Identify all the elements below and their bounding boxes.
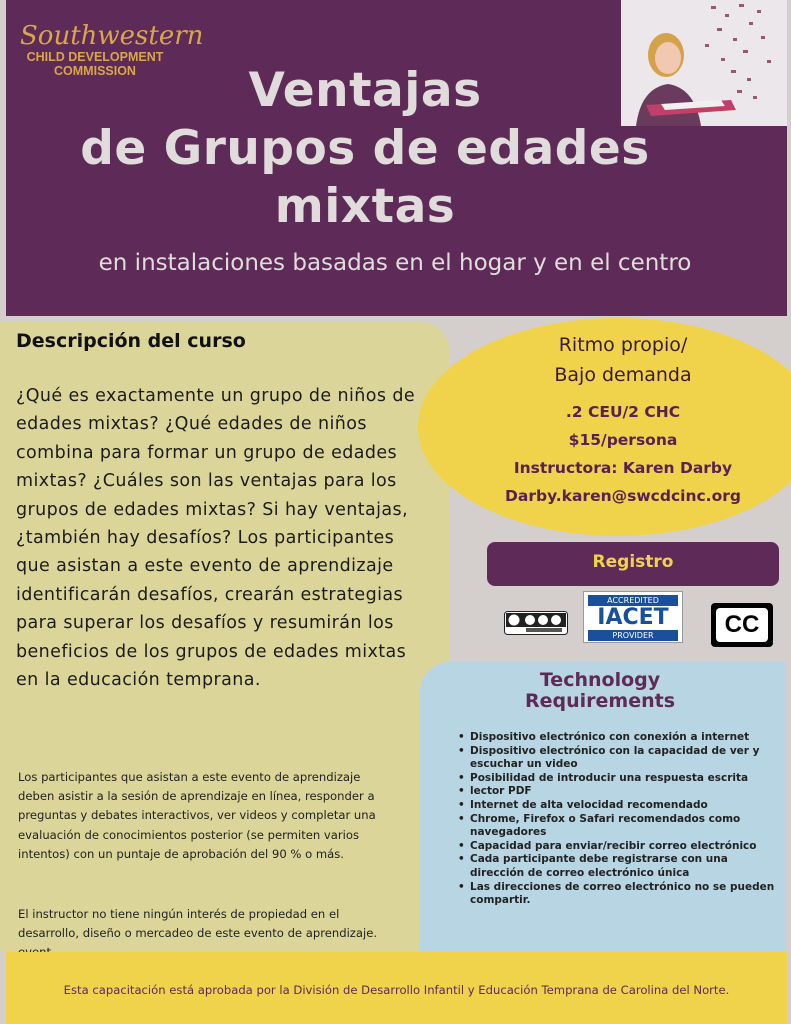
logo-script-text: Southwestern — [20, 21, 204, 51]
course-price: $15/persona — [568, 431, 678, 449]
list-item: • Internet de alta velocidad recomendado — [458, 799, 778, 813]
page-subtitle: en instalaciones basadas en el hogar y en el centro — [98, 250, 692, 276]
course-description-text: ¿Qué es exactamente un grupo de niños de edades mixtas? ¿Qué edades de niños combina para formar un grupo de edades mixtas? ¿Cuáles son las ventajas para los grupos de edades mixtas? Si hay ventajas, ¿también hay desafíos? Los participantes que asistan a este evento de aprendizaje identificarán desafíos, crearán estrategias para superar los desafíos y resumirán los beneficios de los grupos de edades mixtas en la educación temprana. — [16, 386, 416, 691]
iacet-accredited-provider-logo — [583, 591, 683, 643]
list-item: • Chrome, Firefox o Safari recomendados como navegadores — [458, 813, 778, 840]
course-description-heading: Descripción del curso — [16, 330, 246, 352]
tech-title-line-2: Requirements — [524, 690, 675, 712]
technology-requirements-heading — [500, 670, 700, 712]
iacet-main-label: IACET — [597, 605, 669, 630]
iacet-bottom-label: PROVIDER — [588, 630, 678, 641]
title-line-1: Ventajas — [248, 63, 482, 118]
logo-line-3: COMMISSION — [54, 64, 136, 78]
page-title — [20, 62, 710, 236]
ceu-credits: .2 CEU/2 CHC — [565, 403, 681, 421]
list-item: • Las direcciones de correo electrónico no se pueden compartir. — [458, 881, 778, 908]
pace-line-2: Bajo demanda — [554, 364, 692, 386]
register-button[interactable]: Registro — [487, 542, 779, 586]
instructor-email-link[interactable]: Darby.karen@swcdcinc.org — [505, 487, 741, 505]
instructor-name: Instructora: Karen Darby — [513, 459, 733, 477]
list-item: • Dispositivo electrónico con conexión a internet — [458, 731, 778, 745]
list-item: • Capacidad para enviar/recibir correo electrónico — [458, 840, 778, 854]
closed-captions-icon — [711, 603, 773, 647]
footer-approval-text: Esta capacitación está aprobada por la División de Desarrollo Infantil y Educación Temprana de Carolina del Norte. — [63, 983, 730, 997]
list-item: • lector PDF — [458, 785, 778, 799]
instructor-disclosure-text: El instructor no tiene ningún interés de propiedad en el desarrollo, diseño o mercadeo de este evento de aprendizaje. — [18, 907, 378, 941]
cc-label: CC — [716, 608, 768, 642]
logo-line-2: CHILD DEVELOPMENT — [26, 50, 164, 64]
list-item: • Posibilidad de introducir una respuesta escrita — [458, 772, 778, 786]
cc-by-nc-nd-license-icon — [504, 611, 568, 635]
list-item: • Cada participante debe registrarse con una dirección de correo electrónico única — [458, 853, 778, 880]
title-line-2: de Grupos de edades — [80, 121, 650, 176]
title-line-3: mixtas — [274, 179, 456, 234]
iacet-top-label: ACCREDITED — [588, 595, 678, 606]
course-info — [478, 330, 768, 510]
pace-line-1: Ritmo propio/ — [558, 334, 688, 356]
participant-requirements-text: Los participantes que asistan a este evento de aprendizaje deben asistir a la sesión de aprendizaje en línea, responder a preguntas y debates interactivos, ver videos y completar una evaluación de conocimientos posterior (se permiten varios intentos) con un puntaje de aprobación del 90 % o más. — [18, 770, 376, 861]
tech-title-line-1: Technology — [539, 669, 661, 691]
list-item: • Dispositivo electrónico con la capacidad de ver y escuchar un video — [458, 745, 778, 772]
technology-requirements-list — [458, 731, 778, 908]
